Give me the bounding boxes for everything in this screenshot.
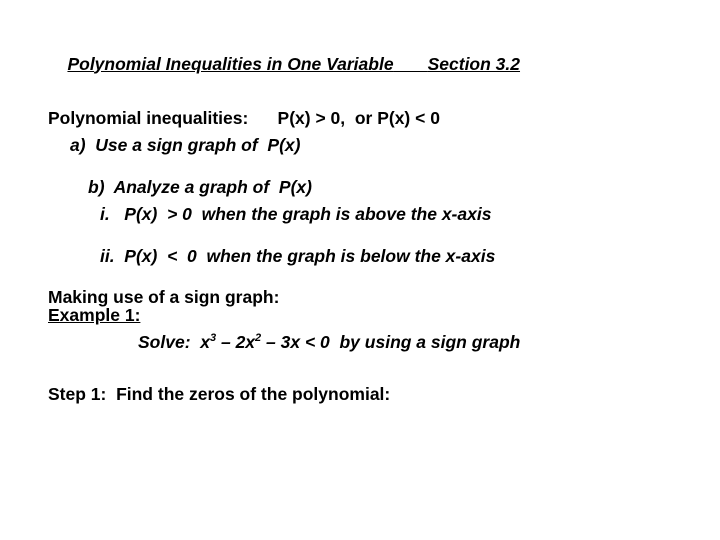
list-item-b-i: i. P(x) > 0 when the graph is above the x-axis [100,204,492,224]
title-spacer [394,56,428,74]
solve-exponent-3: 3 [209,332,217,345]
solve-line [48,334,690,352]
example-label: Example 1: [48,304,141,325]
intro-spacer [248,108,277,128]
solve-mid-1: – 2x [216,332,256,352]
step-1-text: Step 1: Find the zeros of the polynomial: [48,383,391,404]
solve-exponent-2: 2 [255,332,262,345]
spacer-5 [48,265,690,289]
spacer-7 [48,352,690,376]
intro-math: P(x) > 0, or P(x) < 0 [277,107,440,128]
list-item-a: a) Use a sign graph of P(x) [70,135,301,155]
slide-title-row [48,38,690,91]
solve-mid-2: – 3x < 0 by using a sign graph [261,332,521,352]
page-title: Polynomial Inequalities in One Variable [67,53,394,74]
list-item-b: b) Analyze a graph of P(x) [88,176,312,197]
intro-row [48,107,690,128]
list-item-b-ii: ii. P(x) < 0 when the graph is below the x-axis [100,245,496,266]
making-use-text: Making use of a sign graph: [48,287,280,307]
spacer-4 [48,224,690,248]
example-label-line [48,304,690,325]
solve-prefix: Solve: x [138,332,210,352]
section-label: Section 3.2 [427,53,521,74]
making-use-line [48,289,690,307]
step-1-line [48,383,690,404]
intro-label: Polynomial inequalities: [48,107,249,128]
spacer-2 [48,155,690,179]
